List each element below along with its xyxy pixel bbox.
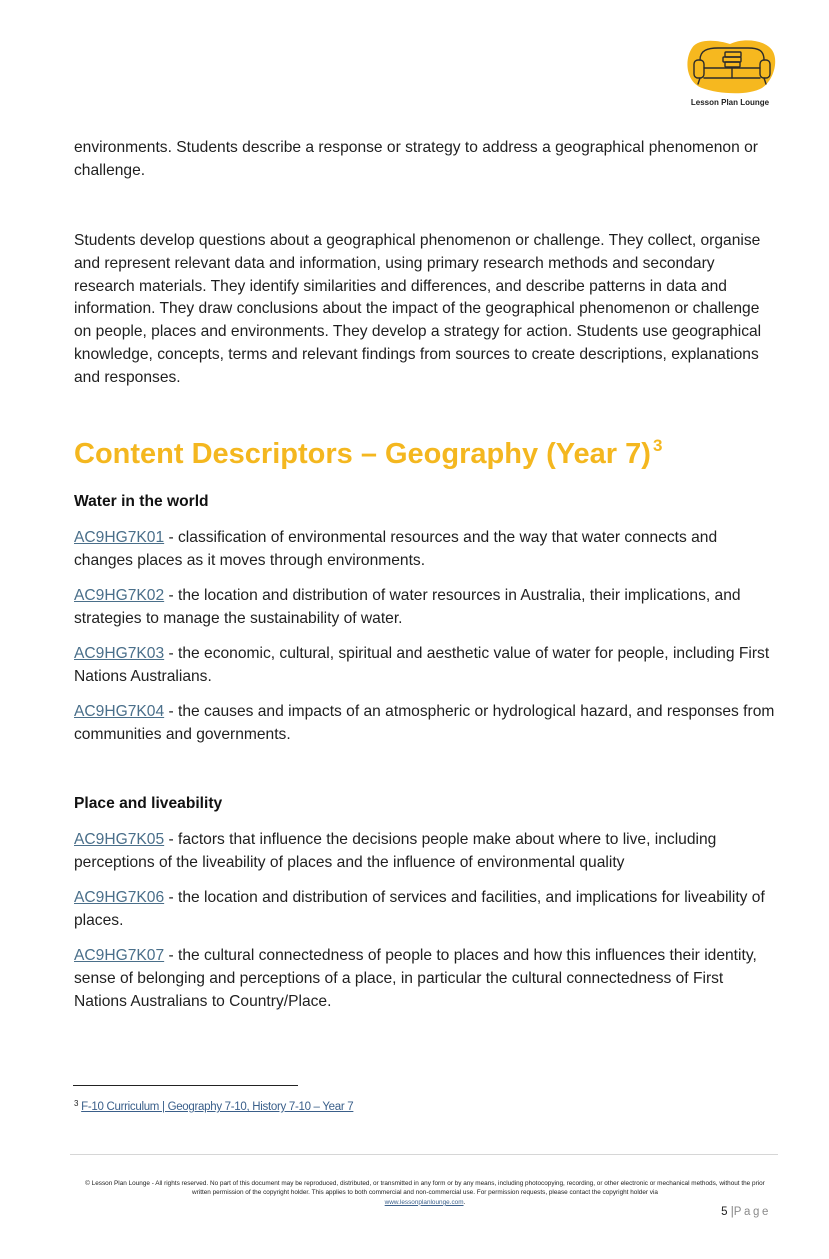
footnote-divider bbox=[73, 1085, 298, 1086]
page-number-value: 5 bbox=[721, 1206, 728, 1218]
descriptor-item bbox=[74, 643, 778, 689]
descriptor-item bbox=[74, 829, 778, 875]
intro-paragraph-1: environments. Students describe a response or strategy to address a geographical phenomenon or challenge. bbox=[74, 139, 758, 179]
descriptor-text: - classification of environmental resources and the way that water connects and changes places as it moves through environments. bbox=[74, 529, 718, 569]
section-title-water: Water in the world bbox=[74, 493, 209, 510]
footnote-link[interactable]: F-10 Curriculum | Geography 7-10, History 7-10 – Year 7 bbox=[81, 1101, 354, 1113]
couch-logo-icon bbox=[678, 36, 782, 98]
page-number bbox=[721, 1206, 771, 1218]
descriptor-text: - the economic, cultural, spiritual and aesthetic value of water for people, including First Nations Australians. bbox=[74, 645, 770, 685]
descriptor-item bbox=[74, 527, 778, 573]
descriptor-code-link[interactable]: AC9HG7K03 bbox=[74, 645, 165, 662]
descriptor-code-link[interactable]: AC9HG7K05 bbox=[74, 831, 165, 848]
descriptor-item bbox=[74, 585, 778, 631]
logo-text: Lesson Plan Lounge bbox=[690, 98, 770, 107]
copyright-notice bbox=[80, 1179, 770, 1207]
page-label: Page bbox=[733, 1206, 771, 1218]
logo bbox=[678, 36, 782, 112]
website-link[interactable]: www.lessonplanlounge.com bbox=[384, 1198, 464, 1206]
footer-divider bbox=[70, 1154, 778, 1155]
footnote-number: 3 bbox=[74, 1099, 79, 1108]
content-descriptors-heading bbox=[74, 436, 662, 471]
descriptor-code-link[interactable]: AC9HG7K04 bbox=[74, 703, 165, 720]
section-title-place: Place and liveability bbox=[74, 795, 223, 812]
descriptor-text: - factors that influence the decisions people make about where to live, including perceptions of the liveability of places and the influence of environmental quality bbox=[74, 831, 717, 871]
descriptor-text: - the location and distribution of water resources in Australia, their implications, and strategies to manage the sustainability of water. bbox=[74, 587, 741, 627]
copyright-text: © Lesson Plan Lounge - All rights reserved. No part of this document may be reproduced, distributed, or transmitted in any form or by any means, including photocopying, recording, or other electronic or mechanical methods, without the prior written permission of the copyright holder. This applies to both commercial and non-commercial use. For permission requests, please contact the copyright holder via bbox=[85, 1180, 765, 1197]
page-separator: | bbox=[730, 1206, 734, 1218]
descriptor-item bbox=[74, 701, 778, 747]
descriptor-code-link[interactable]: AC9HG7K06 bbox=[74, 889, 165, 906]
descriptor-code-link[interactable]: AC9HG7K07 bbox=[74, 947, 165, 964]
heading-text: Content Descriptors – Geography (Year 7) bbox=[74, 438, 651, 470]
descriptor-item bbox=[74, 945, 778, 1013]
descriptor-code-link[interactable]: AC9HG7K01 bbox=[74, 529, 165, 546]
intro-paragraph-2: Students develop questions about a geographical phenomenon or challenge. They collect, organise and represent relevant data and information, using primary research methods and secondary research materials. They identify similarities and differences, and describe patterns in data and information. They draw conclusions about the impact of the geographical phenomenon or challenge on people, places and environments. They develop a strategy for action. Students use geographical knowledge, concepts, terms and relevant findings from sources to create descriptions, explanations and responses. bbox=[74, 232, 762, 386]
descriptor-text: - the cultural connectedness of people to places and how this influences their identity, sense of belonging and perceptions of a place, in particular the cultural connectedness of First Nations Australians to Country/Place. bbox=[74, 947, 757, 1010]
footnote-reference[interactable]: 3 bbox=[652, 436, 663, 455]
website-suffix: . bbox=[463, 1198, 466, 1206]
descriptor-item bbox=[74, 887, 778, 933]
descriptor-code-link[interactable]: AC9HG7K02 bbox=[74, 587, 165, 604]
footnote bbox=[74, 1099, 353, 1113]
descriptor-text: - the causes and impacts of an atmospheric or hydrological hazard, and responses from communities and governments. bbox=[74, 703, 775, 743]
descriptor-text: - the location and distribution of services and facilities, and implications for liveability of places. bbox=[74, 889, 765, 929]
